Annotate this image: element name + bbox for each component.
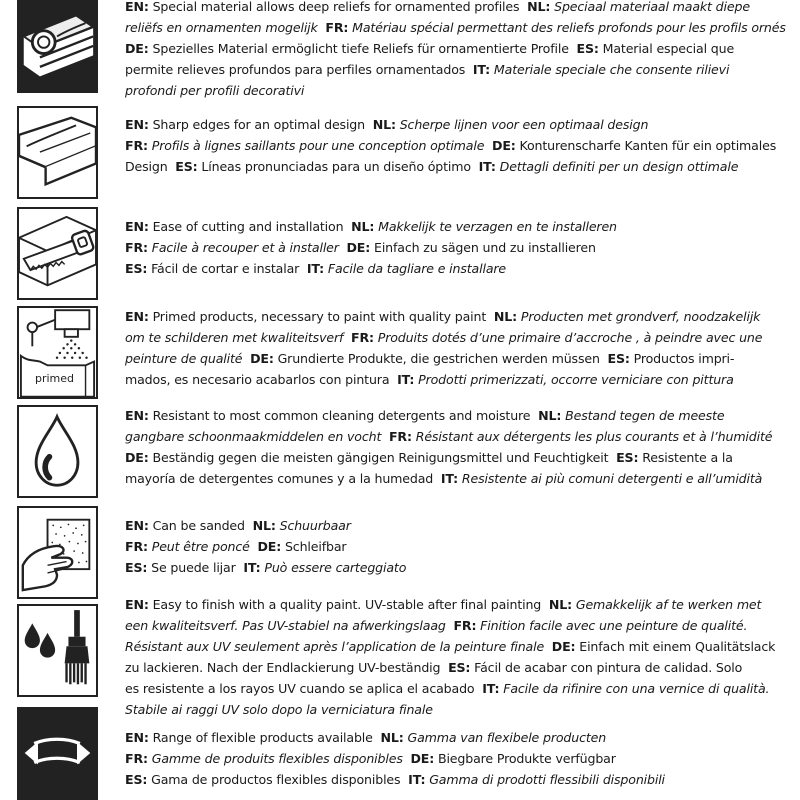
text-line <box>125 748 791 769</box>
translated-text: Einfach mit einem Qualitätslack <box>575 639 776 654</box>
language-code: EN: <box>125 408 149 423</box>
text-line <box>125 699 791 720</box>
text-line <box>125 348 791 369</box>
language-code: NL: <box>351 219 375 234</box>
language-code: DE: <box>125 41 149 56</box>
translated-text: Fácil de cortar e instalar <box>147 261 307 276</box>
water-drop-icon <box>17 405 98 498</box>
translated-text: Gama de productos flexibles disponibles <box>147 772 409 787</box>
language-code: EN: <box>125 730 149 745</box>
language-code: DE: <box>125 450 149 465</box>
translated-text: Fácil de acabar con pintura de calidad. Solo <box>470 660 743 675</box>
translated-text: Gemakkelijk af te werken met <box>572 597 762 612</box>
language-code: IT: <box>478 159 496 174</box>
language-code: EN: <box>125 309 149 324</box>
language-code: FR: <box>125 539 148 554</box>
translated-text: Se puede lijar <box>147 560 244 575</box>
translated-text: Dettagli definiti per un design ottimale <box>495 159 739 174</box>
primed-label: primed <box>35 372 75 385</box>
translated-text: Easy to finish with a quality paint. UV-stable after final painting <box>148 597 549 612</box>
language-code: ES: <box>448 660 471 675</box>
translated-text: es resistente a los rayos UV cuando se aplica el acabado <box>125 681 483 696</box>
primed-spray-icon <box>17 306 98 399</box>
language-code: NL: <box>252 518 276 533</box>
translated-text: Makkelijk te verzagen en te installeren <box>374 219 617 234</box>
translated-text: Prodotti primerizzati, occorre verniciare con pittura <box>414 372 734 387</box>
feature-text-primed <box>125 306 791 390</box>
feature-text-sharp-edges <box>125 114 791 177</box>
text-line <box>125 135 791 156</box>
language-code: EN: <box>125 597 149 612</box>
language-code: IT: <box>408 772 426 787</box>
language-code: FR: <box>125 138 148 153</box>
translated-text: Konturenscharfe Kanten für ein optimales <box>515 138 777 153</box>
saw-cutting-icon <box>17 207 98 300</box>
language-code: DE: <box>250 351 274 366</box>
translated-text: Design <box>125 159 176 174</box>
text-line <box>125 59 791 80</box>
language-code: FR: <box>125 751 148 766</box>
flexible-arrows-icon <box>17 707 98 800</box>
language-code: IT: <box>397 372 415 387</box>
language-code: DE: <box>551 639 576 654</box>
text-line <box>125 426 791 447</box>
text-line <box>125 216 791 237</box>
language-code: ES: <box>175 159 198 174</box>
text-line <box>125 468 791 489</box>
translated-text: Résistant aux UV seulement après l’application de la peinture finale <box>125 639 552 654</box>
language-code: DE: <box>492 138 516 153</box>
translated-text: Resistant to most common cleaning detergents and moisture <box>148 408 539 423</box>
language-code: ES: <box>125 772 148 787</box>
translated-text: Produits dotés d’une primaire d’accroche , à peindre avec une <box>373 330 763 345</box>
language-code: ES: <box>125 560 148 575</box>
translated-text: Finition facile avec une peinture de qualité. <box>476 618 748 633</box>
translated-text: Material especial que <box>598 41 735 56</box>
language-code: FR: <box>351 330 374 345</box>
translated-text: Primed products, necessary to paint with quality paint <box>148 309 494 324</box>
translated-text: Spezielles Material ermöglicht tiefe Reliefs für ornamentierte Profile <box>148 41 577 56</box>
language-code: IT: <box>472 62 491 77</box>
language-code: EN: <box>125 518 149 533</box>
sanding-hand-icon <box>17 506 98 599</box>
feature-text-deep-relief <box>125 0 791 101</box>
text-line <box>125 636 791 657</box>
translated-text: Beständig gegen die meisten gängigen Reinigungsmittel und Feuchtigkeit <box>148 450 617 465</box>
text-line <box>125 237 791 258</box>
deep-relief-profile-icon <box>17 0 98 93</box>
text-line <box>125 678 791 699</box>
language-code: EN: <box>125 117 149 132</box>
language-code: NL: <box>538 408 562 423</box>
language-code: FR: <box>453 618 477 633</box>
language-code: ES: <box>576 41 599 56</box>
translated-text: Biegbare Produkte verfügbar <box>434 751 616 766</box>
translated-text: Special material allows deep reliefs for ornamented profiles <box>148 0 528 14</box>
translated-text: om te schilderen met kwaliteitsverf <box>125 330 352 345</box>
feature-text-cutting <box>125 216 791 279</box>
translated-text: Einfach zu sägen und zu installieren <box>370 240 596 255</box>
text-line <box>125 327 791 348</box>
text-line <box>125 306 791 327</box>
translated-text: profondi per profili decorativi <box>125 83 305 98</box>
language-code: EN: <box>125 219 149 234</box>
text-line <box>125 114 791 135</box>
translated-text: Can be sanded <box>148 518 253 533</box>
translated-text: Grundierte Produkte, die gestrichen werden müssen <box>273 351 608 366</box>
language-code: IT: <box>306 261 325 276</box>
translated-text: Bestand tegen de meeste <box>561 408 725 423</box>
text-line <box>125 369 791 390</box>
translated-text: Peut être poncé <box>147 539 258 554</box>
translated-text: peinture de qualité <box>125 351 251 366</box>
paint-brush-icon <box>17 604 98 697</box>
translated-text: Resistente a la <box>638 450 733 465</box>
language-code: DE: <box>257 539 282 554</box>
language-code: DE: <box>346 240 371 255</box>
translated-text: Producten met grondverf, noodzakelijk <box>517 309 761 324</box>
translated-text: een kwaliteitsverf. Pas UV-stabiel na afwerkingslaag <box>125 618 454 633</box>
text-line <box>125 515 791 536</box>
translated-text: Schleifbar <box>281 539 347 554</box>
language-code: NL: <box>372 117 396 132</box>
translated-text: permite relieves profundos para perfiles ornamentados <box>125 62 473 77</box>
text-line <box>125 727 791 748</box>
translated-text: reliëfs en ornamenten mogelijk <box>125 20 326 35</box>
language-code: IT: <box>440 471 459 486</box>
language-code: FR: <box>125 240 148 255</box>
text-line <box>125 594 791 615</box>
language-code: FR: <box>388 429 412 444</box>
text-line <box>125 557 791 578</box>
feature-text-finish <box>125 594 791 720</box>
text-line <box>125 0 791 17</box>
language-code: ES: <box>125 261 148 276</box>
text-line <box>125 405 791 426</box>
translated-text: Gamme de produits flexibles disponibles <box>147 751 411 766</box>
language-code: IT: <box>243 560 261 575</box>
language-code: IT: <box>482 681 500 696</box>
translated-text: Matériau spécial permettant des reliefs profonds pour les profils ornés <box>348 20 786 35</box>
translated-text: Materiale speciale che consente rilievi <box>490 62 730 77</box>
text-line <box>125 657 791 678</box>
feature-text-flexible <box>125 727 791 790</box>
language-code: NL: <box>380 730 404 745</box>
text-line <box>125 17 791 38</box>
text-line <box>125 447 791 468</box>
translated-text: Facile à recouper et à installer <box>147 240 347 255</box>
sharp-edge-profile-icon <box>17 106 98 199</box>
translated-text: Speciaal materiaal maakt diepe <box>550 0 750 14</box>
language-code: NL: <box>527 0 551 14</box>
language-code: FR: <box>325 20 349 35</box>
text-line <box>125 38 791 59</box>
translated-text: Scherpe lijnen voor een optimaal design <box>395 117 649 132</box>
language-code: DE: <box>410 751 435 766</box>
text-line <box>125 80 791 101</box>
language-code: EN: <box>125 0 149 14</box>
language-code: NL: <box>548 597 572 612</box>
translated-text: mados, es necesario acabarlos con pintura <box>125 372 398 387</box>
text-line <box>125 615 791 636</box>
language-code: ES: <box>607 351 630 366</box>
translated-text: Gamma van flexibele producten <box>403 730 607 745</box>
translated-text: Può essere carteggiato <box>260 560 407 575</box>
translated-text: Profils à lignes saillants pour une conception optimale <box>147 138 493 153</box>
language-code: NL: <box>493 309 518 324</box>
translated-text: Stabile ai raggi UV solo dopo la verniciatura finale <box>125 702 433 717</box>
translated-text: zu lackieren. Nach der Endlackierung UV-beständig <box>125 660 449 675</box>
translated-text: Resistente ai più comuni detergenti e all’umidità <box>458 471 763 486</box>
translated-text: Ease of cutting and installation <box>148 219 352 234</box>
translated-text: gangbare schoonmaakmiddelen en vocht <box>125 429 389 444</box>
text-line <box>125 536 791 557</box>
feature-text-moisture <box>125 405 791 489</box>
text-line <box>125 769 791 790</box>
translated-text: Range of flexible products available <box>148 730 381 745</box>
text-line <box>125 156 791 177</box>
translated-text: Schuurbaar <box>275 518 351 533</box>
translated-text: Líneas pronunciadas para un diseño óptimo <box>197 159 479 174</box>
translated-text: Facile da rifinire con una vernice di qualità. <box>499 681 770 696</box>
text-line <box>125 258 791 279</box>
translated-text: Productos impri- <box>629 351 735 366</box>
translated-text: Résistant aux détergents les plus courants et à l’humidité <box>411 429 773 444</box>
translated-text: mayoría de detergentes comunes y a la humedad <box>125 471 441 486</box>
feature-text-sanding <box>125 515 791 578</box>
translated-text: Facile da tagliare e installare <box>324 261 507 276</box>
translated-text: Sharp edges for an optimal design <box>148 117 373 132</box>
translated-text: Gamma di prodotti flessibili disponibili <box>425 772 665 787</box>
language-code: ES: <box>616 450 639 465</box>
